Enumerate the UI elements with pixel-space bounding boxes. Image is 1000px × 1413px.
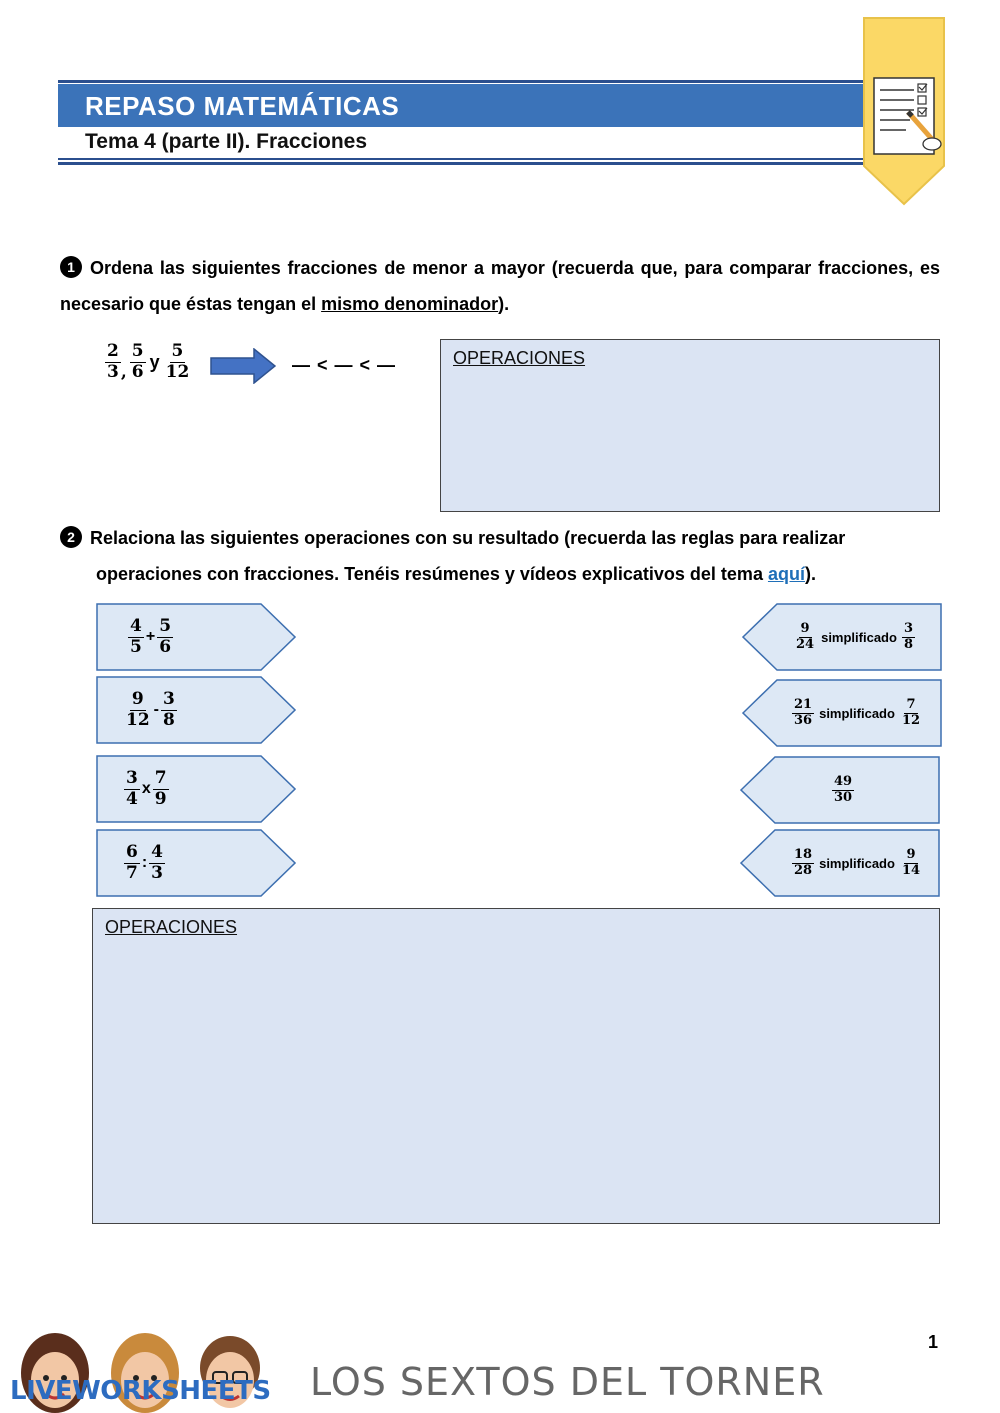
fraction	[149, 843, 165, 883]
result-tag[interactable]	[742, 679, 942, 747]
header-top-line	[58, 80, 864, 83]
exercise-2-text-b: operaciones con fracciones. Tenéis resúmenes y vídeos explicativos del tema	[96, 564, 768, 584]
operator: x	[141, 780, 151, 797]
fraction-denominator: 6	[159, 636, 172, 657]
fraction-numerator: 7	[154, 767, 167, 788]
fraction-denominator: 9	[154, 788, 167, 809]
fraction	[902, 622, 915, 653]
exercise-2-text-c: ).	[804, 564, 816, 584]
fraction-denominator: 3	[151, 862, 164, 883]
fraction	[124, 843, 140, 883]
fraction-numerator: 9	[906, 846, 916, 862]
fraction-denominator: 30	[834, 789, 853, 805]
fraction-denominator: 24	[796, 636, 815, 652]
fraction-denominator: 7	[126, 862, 138, 883]
fraction-denominator: 4	[126, 788, 138, 809]
fraction-numerator: 18	[794, 846, 813, 862]
result-tag[interactable]	[742, 603, 942, 671]
fraction-numerator: 3	[163, 688, 175, 709]
exercise-number-badge: 1	[60, 256, 82, 278]
fraction-numerator: 9	[800, 620, 810, 636]
fraction-denominator: 14	[901, 862, 921, 878]
fraction-denominator: 8	[163, 709, 175, 730]
fraction-denominator: 12	[126, 709, 150, 730]
fraction	[792, 698, 814, 729]
fraction-denominator: 6	[131, 361, 144, 382]
fraction	[128, 617, 144, 657]
bookmark-checklist-icon	[862, 16, 946, 206]
fraction	[900, 698, 922, 729]
fraction	[124, 769, 140, 809]
exercise-1-text-b: ).	[498, 294, 510, 314]
fraction-numerator: 7	[906, 696, 916, 712]
liveworksheets-logo: LIVEWORKSHEETS	[10, 1376, 271, 1406]
operations-box-label: OPERACIONES	[453, 348, 586, 368]
page-title: REPASO MATEMÁTICAS	[85, 91, 400, 121]
exercise-1-fractions	[105, 342, 191, 382]
fraction-denominator: 28	[794, 862, 813, 878]
header-bottom-line	[58, 158, 864, 160]
fraction-numerator: 5	[131, 341, 144, 361]
fraction	[105, 342, 121, 382]
fraction	[792, 848, 814, 879]
fraction	[157, 617, 173, 657]
operator: :	[141, 854, 148, 871]
fraction-denominator: 8	[903, 636, 913, 652]
result-tag[interactable]	[740, 756, 940, 824]
fraction-denominator: 12	[165, 361, 190, 382]
fraction	[153, 769, 169, 809]
fraction-numerator: 5	[171, 341, 184, 361]
operation-tag[interactable]	[96, 676, 296, 744]
simplified-word: simplificado	[819, 855, 895, 871]
page-subtitle: Tema 4 (parte II). Fracciones	[85, 130, 368, 153]
fraction-numerator: 5	[159, 615, 172, 636]
simplified-word: simplificado	[821, 629, 897, 645]
page-number: 1	[928, 1332, 939, 1352]
fraction-numerator: 21	[794, 696, 813, 712]
fraction	[832, 775, 854, 806]
fraction-numerator: 49	[834, 773, 853, 789]
fraction-numerator: 3	[126, 767, 138, 788]
fraction	[130, 342, 146, 382]
fraction-numerator: 6	[126, 841, 138, 862]
operations-box-2[interactable]	[92, 908, 940, 1224]
operation-tag[interactable]	[96, 829, 296, 897]
fraction	[124, 690, 152, 730]
fraction	[161, 690, 177, 730]
operations-box-1[interactable]	[440, 339, 940, 512]
fraction-numerator: 4	[151, 841, 164, 862]
exercise-number-badge: 2	[60, 526, 82, 548]
fraction	[164, 342, 192, 382]
simplified-word: simplificado	[819, 705, 895, 721]
header-bottom-line-2	[58, 162, 864, 165]
fraction	[900, 848, 922, 879]
exercise-2-instructions	[60, 520, 940, 592]
exercise-2-text-a: Relaciona las siguientes operaciones con su resultado (recuerda las reglas para realizar	[90, 528, 846, 548]
fraction-numerator: 2	[107, 341, 119, 361]
operator: -	[153, 701, 159, 718]
exercise-1-underlined: mismo denominador	[321, 294, 499, 314]
exercise-1-instructions	[60, 250, 940, 322]
operator: +	[145, 628, 156, 645]
fraction-numerator: 9	[131, 688, 144, 709]
fraction-denominator: 5	[130, 636, 142, 657]
fraction-numerator: 3	[903, 620, 913, 636]
answer-blanks[interactable]: — < — < —	[292, 355, 397, 375]
fraction-denominator: 12	[901, 712, 921, 728]
fraction	[794, 622, 816, 653]
right-arrow-icon	[210, 348, 276, 384]
fraction-denominator: 36	[794, 712, 813, 728]
operation-tag[interactable]	[96, 755, 296, 823]
fraction-numerator: 4	[130, 615, 142, 636]
connector-word: y	[149, 351, 160, 372]
result-tag[interactable]	[740, 829, 940, 897]
operation-tag[interactable]	[96, 603, 296, 671]
comma: ,	[120, 362, 127, 383]
exercise-1-text-a: Ordena las siguientes fracciones de menor a mayor (recuerda que, para comparar fracciones, es necesario que éstas tengan el	[60, 258, 940, 314]
operations-box-label: OPERACIONES	[105, 917, 238, 937]
fraction-denominator: 3	[107, 361, 119, 382]
aqui-link[interactable]: aquí	[767, 564, 805, 584]
footer-brand-text: LOS SEXTOS DEL TORNER	[310, 1360, 825, 1404]
